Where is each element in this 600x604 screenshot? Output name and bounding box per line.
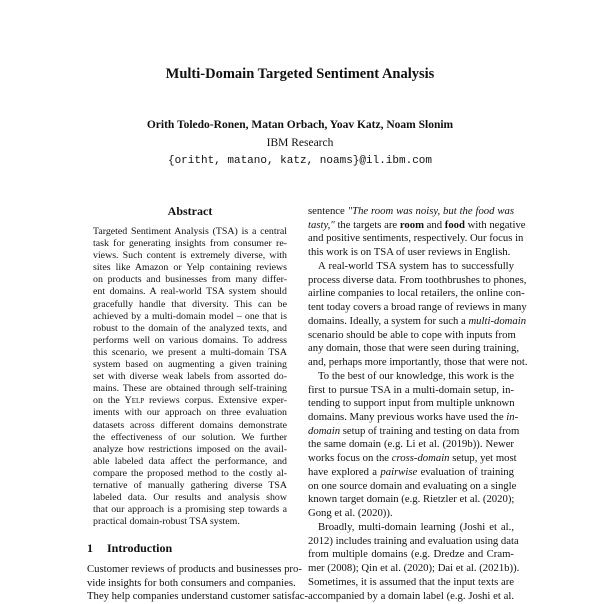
text-run: on one source domain and evaluating on a single [308,479,517,492]
text-run: Customer reviews of products and businesses pro- [87,563,302,575]
text-run: labeled data. Our results and analysis show [93,492,287,504]
text-line [308,590,514,604]
text-run: the targets are [334,218,400,231]
introduction-right-column [308,205,528,603]
section-title: Introduction [107,541,173,555]
text-line [93,335,287,347]
text-run: with negative [464,218,526,231]
text-run: airline companies to local retailers, the online con- [308,287,525,300]
text-line [93,323,287,335]
text-line [93,262,287,274]
text-run: and, perhaps more importantly, those that were not. [308,356,528,369]
text-run: Gong et al. (2020)). [308,507,393,520]
text-line [87,563,302,577]
text-line [308,534,519,549]
abstract-body [93,226,287,528]
section-heading-introduction [87,541,172,556]
text-line [308,218,526,233]
text-line [87,590,309,604]
text-line [308,424,520,439]
text-line [93,480,287,492]
text-run: To the best of our knowledge, this work is the [318,369,514,382]
text-run: any domain, those that were seen during training, [308,342,520,355]
text-line [308,273,527,288]
text-run: have explored a [308,465,381,478]
italic-text: domain [308,424,341,437]
text-line [93,444,287,456]
text-run: They help companies understand customer satisfac- [87,590,309,603]
text-line [308,452,517,466]
text-run: ternative of manually gathering diverse TSA [93,479,287,491]
text-run: on the [93,395,125,407]
text-line [93,516,287,528]
text-run: domains. Ideally, a system for such a [308,314,469,327]
text-line [308,301,527,315]
text-run: scenario should be able to cope with inputs from [308,328,516,341]
text-line [308,576,514,590]
text-line [308,438,514,452]
text-run: set with diverse weak labels from assorted do- [93,371,287,383]
text-line [93,250,287,262]
text-line [308,260,514,274]
text-run: gracefully handle that diversity. This can be [93,298,287,310]
text-run: tent today covers a broad range of reviews in many [308,301,527,314]
text-line [308,356,528,370]
text-line [93,299,287,311]
text-run: setup of training and testing on data from [340,424,520,437]
introduction-left-column [87,563,309,604]
text-line [308,287,525,301]
text-line [308,370,514,384]
text-run: evaluation of training [417,465,514,478]
text-line [93,492,287,504]
text-run: reviews corpus. Extensive exper- [144,395,287,407]
text-run: this work is on TSA of user reviews in English. [308,246,511,259]
text-run: Sometimes, it is assumed that the input texts are [308,575,514,588]
text-run: sites like Amazon or Yelp containing reviews [93,262,287,274]
text-line [93,407,287,419]
text-run: able labeled data affect the performance, and [93,455,287,467]
text-line [93,395,287,407]
text-line [93,383,287,395]
text-run: that our approach is a promising step towards a [93,504,287,516]
text-run: accompanied by a domain label (e.g. Joshi et al. [308,589,514,602]
text-run: this scenario, we present a multi-domain TSA [93,346,287,358]
text-line [93,347,287,359]
text-run: performs well on various domains. To address [93,334,287,346]
text-run: works focus on the [308,452,392,465]
text-line [308,232,524,246]
text-run: task for generating insights from consumer re- [93,238,287,250]
text-line [308,342,520,356]
text-run: views. Such content is extremely diverse, with [93,250,287,262]
author-emails: {oritht, matano, katz, noams}@il.ibm.com [167,155,433,167]
text-line [93,468,287,480]
text-run: iments with our approach on three evaluation [93,407,287,419]
affiliation: IBM Research [266,137,334,149]
text-line [308,329,514,343]
text-line [93,359,287,371]
text-run: analyze how restrictions imposed on the avail- [93,443,287,455]
text-run: mains. These are obtained through self-training [93,383,287,395]
text-line [93,226,287,238]
text-line [308,507,514,521]
text-line [308,246,514,260]
paper-title: Multi-Domain Targeted Sentiment Analysis [165,66,435,82]
text-run: and [424,218,445,231]
text-line [308,314,527,329]
text-line [93,420,287,432]
text-line [308,205,514,219]
italic-text: in- [506,411,519,424]
text-run: datasets across different domains demonstrate [93,419,287,431]
text-run: compare the proposed method to the costly al- [93,467,287,479]
italic-text: multi-domain [468,314,527,327]
bold-text: food [444,218,465,231]
small-caps-text: Yelp [124,395,145,407]
text-line [308,521,514,535]
text-line [93,432,287,444]
text-run: Targeted Sentiment Analysis (TSA) is a central [93,226,287,237]
text-line [93,371,287,383]
text-line [93,311,287,323]
text-run: the effectiveness of our solution. We further [93,431,287,443]
text-line [308,548,514,562]
text-run: vide insights for both consumers and companies. [87,576,296,589]
text-run: mer (2008); Qin et al. (2020); Dai et al. (2021b)). [308,562,520,575]
text-line [308,562,520,576]
text-run: process diverse data. From toothbrushes to phones, [308,273,527,286]
text-run: Broadly, multi-domain learning (Joshi et al., [318,520,514,533]
text-run: from multiple domains (e.g. Dredze and Cram- [308,548,514,561]
italic-text: tasty," [308,218,335,231]
abstract-heading: Abstract [167,204,213,218]
text-line [308,411,519,425]
text-line [308,479,517,494]
text-run: domains. Many previous works have used the [308,411,507,424]
author-list: Orith Toledo-Ronen, Matan Orbach, Yoav Katz, Noam Slonim [146,119,454,131]
text-run: setup, yet most [449,452,517,465]
text-run: robust to the domain of the analyzed texts, and [93,322,287,334]
text-run: and positive sentiments, respectively. Our focus in [308,232,524,245]
bold-text: room [399,218,424,231]
text-line [93,286,287,298]
text-line [308,397,514,411]
text-line [93,456,287,468]
text-run: tending to support input from multiple unknown [308,397,515,410]
italic-text: pairwise [380,465,418,478]
text-line [87,576,296,591]
italic-text: cross-domain [391,452,450,465]
text-line [93,504,287,516]
text-run: on products and businesses from many differ- [93,274,287,286]
text-line [93,274,287,286]
text-run: A real-world TSA system has to successfully [318,259,514,272]
text-run: known target domain (e.g. Rietzler et al. (2020); [308,493,515,506]
text-line [93,238,287,250]
italic-text: "The room was noisy, but the food was [347,205,514,217]
text-line [308,466,514,480]
text-line [308,384,514,398]
text-run: 2012) includes training and evaluation using data [308,534,519,547]
text-run: the same domain (e.g. Li et al. (2019b)). Newer [308,438,514,451]
text-run: practical domain-robust TSA system. [93,516,240,528]
text-run: first to pursue TSA in a multi-domain setup, in- [308,383,514,396]
section-number: 1 [87,541,93,555]
text-run: achieved by a multi-domain model – one that is [93,310,287,322]
text-run: sentence [308,205,348,217]
text-line [308,493,514,507]
text-run: system based on augmenting a given training [93,359,287,371]
text-run: ent domains. A real-world TSA system should [93,286,287,298]
